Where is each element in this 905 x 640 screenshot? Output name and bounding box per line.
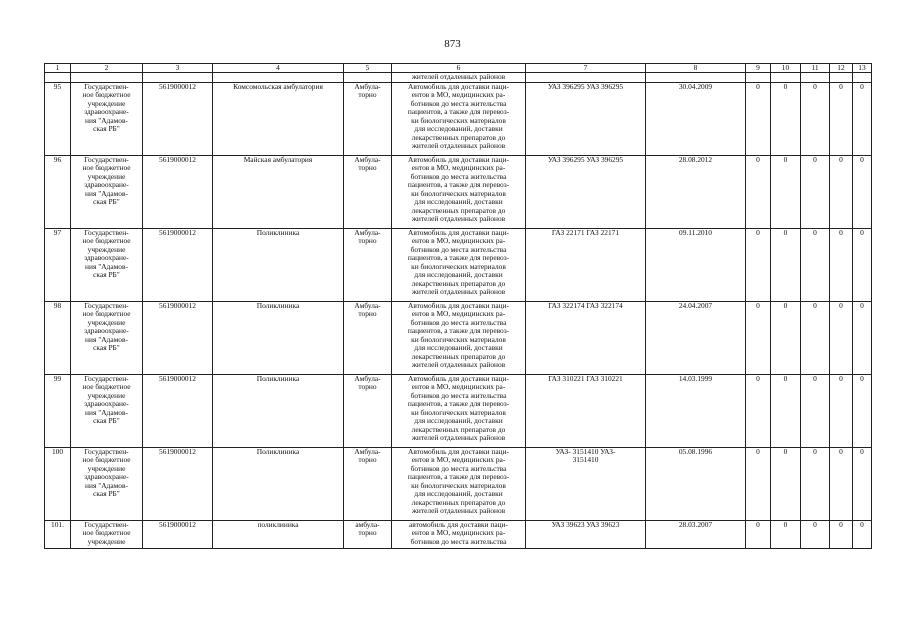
table-row — [45, 374, 872, 447]
value-cell: 0 — [853, 228, 872, 301]
vehicle-register-table — [44, 63, 872, 549]
date-cell: 30.04.2009 — [646, 82, 746, 155]
inn-cell: 5619000012 — [143, 301, 213, 374]
purpose-cell: Автомобиль для доставки паци- ентов в МО, медицинских ра- ботников до места жительства пациентов, а также для перевоз- ки биологических материалов для исследований, доставки лекарственных препаратов до жителей отдаленных районов — [392, 447, 526, 520]
inn-cell: 5619000012 — [143, 155, 213, 228]
value-cell: 0 — [746, 301, 771, 374]
value-cell: 0 — [830, 155, 853, 228]
value-cell: 0 — [801, 155, 830, 228]
institution-cell: Государствен- ное бюджетное учреждение здравоохране- ния "Адамов- ская РБ" — [71, 228, 143, 301]
value-cell: 0 — [801, 228, 830, 301]
subdivision-cell: Комсомольская амбулатория — [213, 82, 344, 155]
empty-cell — [746, 73, 771, 83]
table-row — [45, 82, 872, 155]
institution-cell: Государствен- ное бюджетное учреждение здравоохране- ния "Адамов- ская РБ" — [71, 447, 143, 520]
purpose-cell: Автомобиль для доставки паци- ентов в МО, медицинских ра- ботников до места жительства пациентов, а также для перевоз- ки биологических материалов для исследований, доставки лекарственных препаратов до жителей отдаленных районов — [392, 155, 526, 228]
value-cell: 0 — [853, 520, 872, 548]
column-header: 1 — [45, 64, 71, 73]
column-header: 3 — [143, 64, 213, 73]
date-cell: 14.03.1999 — [646, 374, 746, 447]
table-row — [45, 155, 872, 228]
value-cell: 0 — [801, 82, 830, 155]
row-number-cell: 100 — [45, 447, 71, 520]
value-cell: 0 — [801, 447, 830, 520]
value-cell: 0 — [771, 228, 801, 301]
value-cell: 0 — [830, 301, 853, 374]
value-cell: 0 — [853, 82, 872, 155]
value-cell: 0 — [771, 447, 801, 520]
value-cell: 0 — [853, 301, 872, 374]
subdivision-cell: Поликлиника — [213, 228, 344, 301]
column-header: 13 — [853, 64, 872, 73]
row-number-cell: 95 — [45, 82, 71, 155]
inn-cell: 5619000012 — [143, 228, 213, 301]
subdivision-cell: Майская амбулатория — [213, 155, 344, 228]
vehicle-model-cell: УАЗ 396295 УАЗ 396295 — [526, 155, 646, 228]
value-cell: 0 — [830, 447, 853, 520]
vehicle-model-cell: УАЗ 396295 УАЗ 396295 — [526, 82, 646, 155]
value-cell: 0 — [746, 520, 771, 548]
value-cell: 0 — [830, 228, 853, 301]
inn-cell: 5619000012 — [143, 520, 213, 548]
value-cell: 0 — [853, 155, 872, 228]
care-type-cell: Амбула- торно — [344, 228, 392, 301]
date-cell: 28.08.2012 — [646, 155, 746, 228]
value-cell: 0 — [746, 374, 771, 447]
purpose-cell: автомобиль для доставки паци- ентов в МО, медицинских ра- ботников до места жительства — [392, 520, 526, 548]
inn-cell: 5619000012 — [143, 374, 213, 447]
care-type-cell: Амбула- торно — [344, 82, 392, 155]
value-cell: 0 — [746, 447, 771, 520]
institution-cell: Государствен- ное бюджетное учреждение здравоохране- ния "Адамов- ская РБ" — [71, 82, 143, 155]
value-cell: 0 — [771, 301, 801, 374]
purpose-cell: Автомобиль для доставки паци- ентов в МО, медицинских ра- ботников до места жительства пациентов, а также для перевоз- ки биологических материалов для исследований, доставки лекарственных препаратов до жителей отдаленных районов — [392, 82, 526, 155]
empty-cell — [143, 73, 213, 83]
value-cell: 0 — [830, 374, 853, 447]
vehicle-model-cell: ГАЗ 310221 ГАЗ 310221 — [526, 374, 646, 447]
subdivision-cell: Поликлиника — [213, 447, 344, 520]
row-number-cell: 96 — [45, 155, 71, 228]
row-number-cell: 98 — [45, 301, 71, 374]
continuation-cell: жителей отдаленных районов — [392, 73, 526, 83]
empty-cell — [830, 73, 853, 83]
institution-cell: Государствен- ное бюджетное учреждение — [71, 520, 143, 548]
inn-cell: 5619000012 — [143, 82, 213, 155]
column-header: 6 — [392, 64, 526, 73]
value-cell: 0 — [853, 374, 872, 447]
value-cell: 0 — [801, 520, 830, 548]
value-cell: 0 — [801, 374, 830, 447]
purpose-cell: Автомобиль для доставки паци- ентов в МО, медицинских ра- ботников до места жительства пациентов, а также для перевоз- ки биологических материалов для исследований, доставки лекарственных препаратов до жителей отдаленных районов — [392, 228, 526, 301]
continuation-row — [45, 73, 872, 83]
table-row — [45, 301, 872, 374]
vehicle-model-cell: ГАЗ 322174 ГАЗ 322174 — [526, 301, 646, 374]
subdivision-cell: Поликлиника — [213, 301, 344, 374]
value-cell: 0 — [771, 520, 801, 548]
vehicle-model-cell: УАЗ- 3151410 УАЗ- 3151410 — [526, 447, 646, 520]
subdivision-cell: Поликлиника — [213, 374, 344, 447]
table-row — [45, 520, 872, 548]
row-number-cell: 99 — [45, 374, 71, 447]
institution-cell: Государствен- ное бюджетное учреждение здравоохране- ния "Адамов- ская РБ" — [71, 301, 143, 374]
care-type-cell: амбула- торно — [344, 520, 392, 548]
subdivision-cell: поликлиника — [213, 520, 344, 548]
empty-cell — [45, 73, 71, 83]
column-number-header-row — [45, 64, 872, 73]
column-header: 9 — [746, 64, 771, 73]
row-number-cell: 101. — [45, 520, 71, 548]
value-cell: 0 — [746, 155, 771, 228]
empty-cell — [526, 73, 646, 83]
institution-cell: Государствен- ное бюджетное учреждение здравоохране- ния "Адамов- ская РБ" — [71, 374, 143, 447]
institution-cell: Государствен- ное бюджетное учреждение здравоохране- ния "Адамов- ская РБ" — [71, 155, 143, 228]
date-cell: 28.03.2007 — [646, 520, 746, 548]
row-number-cell: 97 — [45, 228, 71, 301]
value-cell: 0 — [830, 520, 853, 548]
care-type-cell: Амбула- торно — [344, 447, 392, 520]
column-header: 11 — [801, 64, 830, 73]
empty-cell — [801, 73, 830, 83]
empty-cell — [213, 73, 344, 83]
column-header: 10 — [771, 64, 801, 73]
value-cell: 0 — [801, 301, 830, 374]
empty-cell — [344, 73, 392, 83]
value-cell: 0 — [853, 447, 872, 520]
table-row — [45, 228, 872, 301]
purpose-cell: Автомобиль для доставки паци- ентов в МО, медицинских ра- ботников до места жительства пациентов, а также для перевоз- ки биологических материалов для исследований, доставки лекарственных препаратов до жителей отдаленных районов — [392, 374, 526, 447]
empty-cell — [771, 73, 801, 83]
date-cell: 24.04.2007 — [646, 301, 746, 374]
column-header: 7 — [526, 64, 646, 73]
column-header: 8 — [646, 64, 746, 73]
purpose-cell: Автомобиль для доставки паци- ентов в МО, медицинских ра- ботников до места жительства пациентов, а также для перевоз- ки биологических материалов для исследований, доставки лекарственных препаратов до жителей отдаленных районов — [392, 301, 526, 374]
empty-cell — [853, 73, 872, 83]
value-cell: 0 — [771, 374, 801, 447]
value-cell: 0 — [746, 228, 771, 301]
column-header: 4 — [213, 64, 344, 73]
column-header: 12 — [830, 64, 853, 73]
empty-cell — [71, 73, 143, 83]
column-header: 2 — [71, 64, 143, 73]
inn-cell: 5619000012 — [143, 447, 213, 520]
column-header: 5 — [344, 64, 392, 73]
care-type-cell: Амбула- торно — [344, 155, 392, 228]
page-number: 873 — [444, 38, 461, 50]
value-cell: 0 — [746, 82, 771, 155]
table-row — [45, 447, 872, 520]
empty-cell — [646, 73, 746, 83]
date-cell: 09.11.2010 — [646, 228, 746, 301]
value-cell: 0 — [771, 155, 801, 228]
care-type-cell: Амбула- торно — [344, 374, 392, 447]
date-cell: 05.08.1996 — [646, 447, 746, 520]
vehicle-model-cell: УАЗ 39623 УАЗ 39623 — [526, 520, 646, 548]
vehicle-model-cell: ГАЗ 22171 ГАЗ 22171 — [526, 228, 646, 301]
value-cell: 0 — [830, 82, 853, 155]
care-type-cell: Амбула- торно — [344, 301, 392, 374]
value-cell: 0 — [771, 82, 801, 155]
